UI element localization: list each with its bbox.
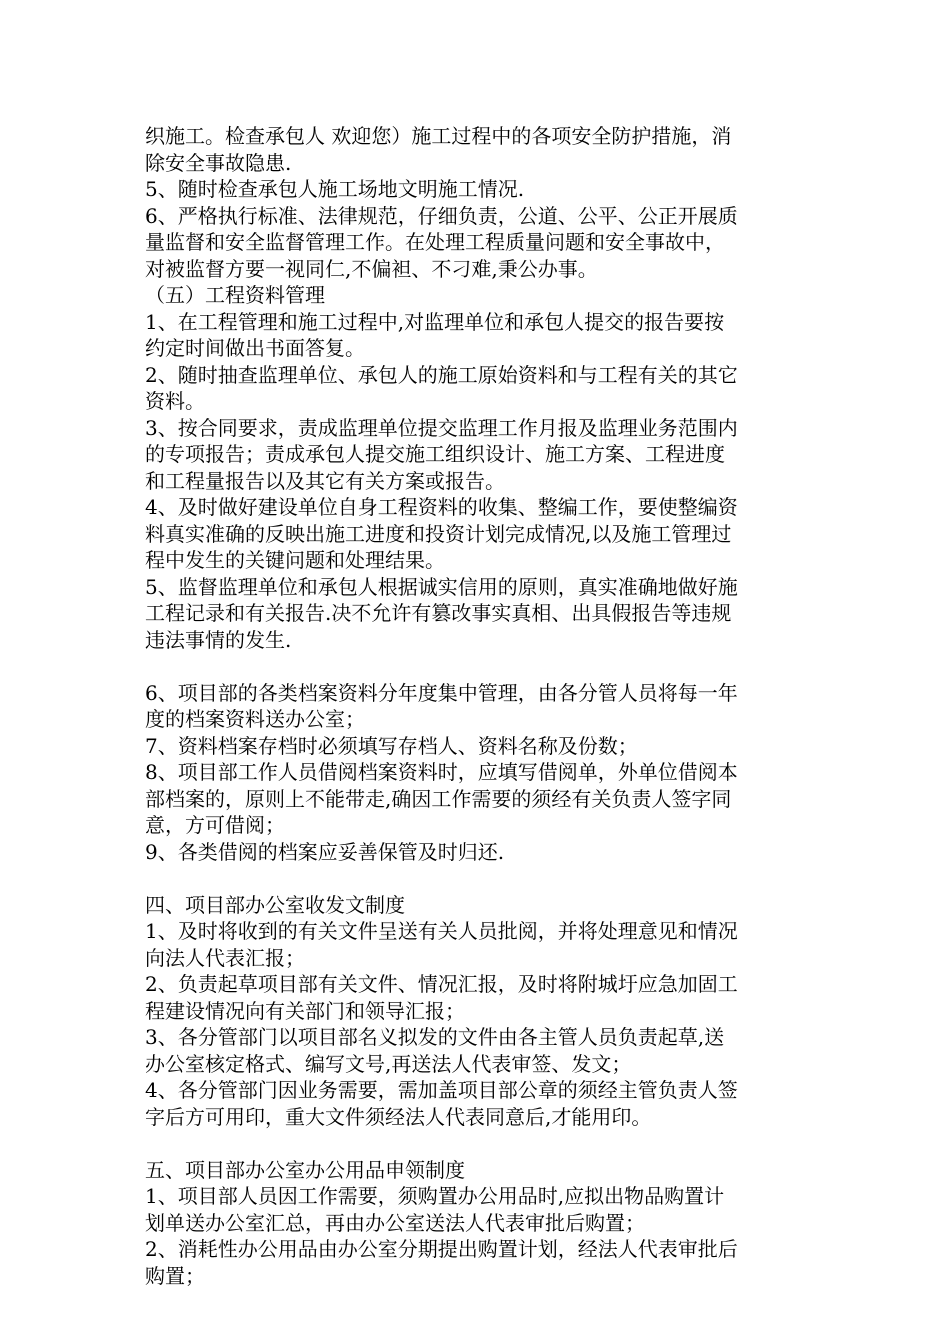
- text-line: 违法事情的发生.: [145, 627, 292, 652]
- text-line: 2、负责起草项目部有关文件、情况汇报，及时将附城圩应急加固工: [145, 972, 738, 996]
- text-line: 3、按合同要求，责成监理单位提交监理工作月报及监理业务范围内: [145, 415, 738, 440]
- paragraph: [145, 362, 810, 415]
- paragraph: [145, 1077, 810, 1130]
- text-line: 和工程量报告以及其它有关方案或报告。: [145, 468, 505, 493]
- text-line: 9、各类借阅的档案应妥善保管及时归还.: [145, 839, 505, 864]
- text-line: 程中发生的关键问题和处理结果。: [145, 548, 445, 572]
- section-heading: [145, 282, 810, 309]
- text-line: 量监督和安全监督管理工作。在处理工程质量问题和安全事故中，: [145, 230, 725, 254]
- document-body: [145, 123, 810, 1289]
- text-line: 1、及时将收到的有关文件呈送有关人员批阅，并将处理意见和情况: [145, 919, 738, 943]
- text-line: 料真实准确的反映出施工进度和投资计划完成情况,以及施工管理过: [145, 521, 732, 546]
- text-line: 4、各分管部门因业务需要，需加盖项目部公章的须经主管负责人签: [145, 1078, 738, 1102]
- text-line: 部档案的，原则上不能带走,确因工作需要的须经有关负责人签字同: [145, 786, 732, 811]
- paragraph: [145, 918, 810, 971]
- paragraph: [145, 123, 810, 176]
- paragraph: [145, 733, 810, 760]
- blank-line: [145, 1130, 810, 1157]
- text-line: 4、及时做好建设单位自身工程资料的收集、整编工作，要使整编资: [145, 495, 738, 519]
- text-line: 3、各分管部门以项目部名义拟发的文件由各主管人员负责起草,送: [145, 1025, 725, 1049]
- text-line: 划单送办公室汇总，再由办公室送法人代表审批后购置；: [145, 1210, 645, 1235]
- text-line: 四、项目部办公室收发文制度: [145, 892, 405, 917]
- paragraph: [145, 680, 810, 733]
- text-line: 向法人代表汇报；: [145, 945, 305, 970]
- text-line: 6、严格执行标准、法律规范，仔细负责，公道、公平、公正开展质: [145, 203, 738, 228]
- paragraph: [145, 1183, 810, 1236]
- text-line: 工程记录和有关报告.决不允许有篡改事实真相、出具假报告等违规: [145, 601, 732, 625]
- section-heading: [145, 1157, 810, 1184]
- paragraph: [145, 415, 810, 495]
- text-line: 程建设情况向有关部门和领导汇报；: [145, 998, 465, 1023]
- paragraph: [145, 839, 810, 866]
- paragraph: [145, 1236, 810, 1289]
- text-line: 的专项报告；责成承包人提交施工组织设计、施工方案、工程进度: [145, 442, 725, 466]
- blank-line: [145, 653, 810, 680]
- text-line: 五、项目部办公室办公用品申领制度: [145, 1157, 465, 1182]
- text-line: 对被监督方要一视同仁,不偏袒、不刁难,秉公办事。: [145, 256, 598, 281]
- text-line: 5、随时检查承包人施工场地文明施工情况.: [145, 177, 525, 201]
- text-line: 1、在工程管理和施工过程中,对监理单位和承包人提交的报告要按: [145, 309, 725, 334]
- paragraph: [145, 176, 810, 203]
- paragraph: [145, 494, 810, 574]
- paragraph: [145, 759, 810, 839]
- paragraph: [145, 574, 810, 654]
- paragraph: [145, 971, 810, 1024]
- text-line: 7、资料档案存档时必须填写存档人、资料名称及份数；: [145, 733, 638, 758]
- blank-line: [145, 865, 810, 892]
- text-line: 除安全事故隐患.: [145, 150, 292, 175]
- paragraph: [145, 309, 810, 362]
- text-line: 约定时间做出书面答复。: [145, 336, 365, 360]
- text-line: 8、项目部工作人员借阅档案资料时，应填写借阅单，外单位借阅本: [145, 760, 738, 784]
- text-line: 字后方可用印，重大文件须经法人代表同意后,才能用印。: [145, 1104, 652, 1129]
- text-line: 2、随时抽查监理单位、承包人的施工原始资料和与工程有关的其它: [145, 362, 738, 387]
- text-line: 购置；: [145, 1263, 205, 1288]
- text-line: 1、项目部人员因工作需要，须购置办公用品时,应拟出物品购置计: [145, 1184, 725, 1208]
- text-line: （五）工程资料管理: [145, 283, 325, 307]
- text-line: 度的档案资料送办公室；: [145, 707, 365, 731]
- text-line: 6、项目部的各类档案资料分年度集中管理，由各分管人员将每一年: [145, 680, 738, 705]
- text-line: 办公室核定格式、编写文号,再送法人代表审签、发文；: [145, 1051, 632, 1076]
- section-heading: [145, 892, 810, 919]
- paragraph: [145, 203, 810, 283]
- text-line: 织施工。检查承包人 欢迎您）施工过程中的各项安全防护措施，消: [145, 124, 732, 148]
- text-line: 2、消耗性办公用品由办公室分期提出购置计划，经法人代表审批后: [145, 1237, 738, 1261]
- text-line: 意，方可借阅；: [145, 813, 285, 837]
- paragraph: [145, 1024, 810, 1077]
- text-line: 5、监督监理单位和承包人根据诚实信用的原则，真实准确地做好施: [145, 574, 738, 599]
- text-line: 资料。: [145, 389, 205, 413]
